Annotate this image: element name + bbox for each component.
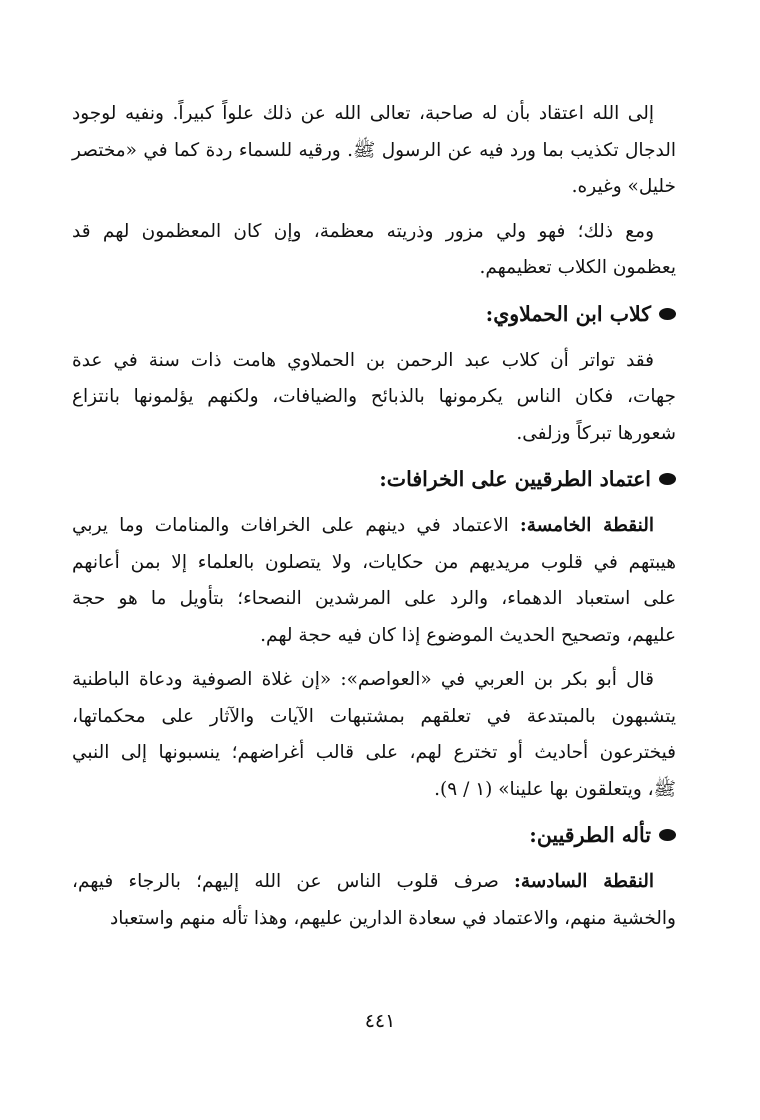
section-heading — [72, 460, 676, 498]
text-line — [72, 581, 676, 618]
line-text: فقد تواتر أن كلاب عبد الرحمن بن الحملاوي هامت ذات سنة في عدة — [72, 349, 654, 371]
text-line — [72, 379, 676, 416]
text-line — [72, 901, 676, 938]
text-line — [72, 214, 676, 251]
line-text: الاعتماد في دينهم على الخرافات والمنامات وما يربي — [72, 515, 509, 536]
paragraph — [72, 214, 676, 287]
text-line — [72, 735, 676, 772]
paragraph — [72, 96, 676, 206]
point-label: النقطة السادسة: — [514, 871, 655, 892]
line-text: صرف قلوب الناس عن الله إليهم؛ بالرجاء فيهم، — [72, 871, 499, 892]
text-line — [72, 508, 676, 545]
section-heading — [72, 295, 676, 333]
text-line — [72, 772, 676, 809]
bullet-icon — [659, 473, 676, 485]
line-text: هيبتهم في قلوب مريديهم من حكايات، ولا يتصلون بالعلماء إلا بمن أعانهم — [72, 551, 676, 573]
section-heading — [72, 816, 676, 854]
point-label: النقطة الخامسة: — [519, 515, 654, 536]
text-line — [72, 618, 676, 655]
text-line — [72, 250, 676, 287]
line-text: الدجال تكذيب بما ورد فيه عن الرسول ﷺ. ورقيه للسماء ردة كما في «مختصر — [72, 139, 676, 161]
text-line — [72, 133, 676, 170]
paragraph — [72, 343, 676, 453]
text-line — [72, 699, 676, 736]
section-heading-text: تأله الطرقيين: — [529, 823, 651, 847]
text-line — [72, 864, 676, 901]
line-text: إلى الله اعتقاد بأن له صاحبة، تعالى الله عن ذلك علواً كبيراً. ونفيه لوجود — [72, 103, 654, 124]
line-text: فيخترعون أحاديث أو تخترع لهم، على قالب أغراضهم؛ ينسبونها إلى النبي — [72, 742, 676, 763]
text-line — [72, 662, 676, 699]
line-text: والخشية منهم، والاعتماد في سعادة الدارين عليهم، وهذا تأله منهم واستعباد — [110, 907, 676, 929]
section-heading-text: كلاب ابن الحملاوي: — [485, 301, 651, 326]
text-line — [72, 96, 676, 133]
paragraph — [72, 662, 676, 808]
text-line — [72, 416, 676, 453]
bullet-icon — [659, 829, 676, 841]
line-text: قال أبو بكر بن العربي في «العواصم»: «إن غلاة الصوفية ودعاة الباطنية — [72, 669, 654, 690]
line-text: عليهم، وتصحيح الحديث الموضوع إذا كان فيه حجة لهم. — [260, 624, 676, 646]
line-text: شعورها تبركاً وزلفى. — [516, 422, 676, 444]
line-text: خليل» وغيره. — [571, 176, 676, 197]
text-line — [72, 545, 676, 582]
line-text: يعظمون الكلاب تعظيمهم. — [479, 257, 676, 278]
line-text: على استعباد الدهماء، والرد على المرشدين النصحاء؛ بتأويل ما هو حجة — [72, 588, 676, 609]
page-body — [72, 96, 676, 945]
text-line — [72, 343, 676, 380]
paragraph — [72, 864, 676, 937]
text-line — [72, 169, 676, 206]
line-text: ﷺ، ويتعلقون بها علينا» (١ / ٩). — [434, 778, 676, 800]
section-heading-text: اعتماد الطرقيين على الخرافات: — [379, 467, 651, 491]
page-number: ٤٤١ — [364, 1010, 396, 1032]
line-text: يتشبهون بالمبتدعة في تعلقهم بمشتبهات الآيات والآثار على محكماتها، — [72, 705, 676, 727]
line-text: ومع ذلك؛ فهو ولي مزور وذريته معظمة، وإن كان المعظمون لهم قد — [72, 220, 654, 242]
paragraph — [72, 508, 676, 654]
bullet-icon — [659, 308, 676, 320]
line-text: جهات، فكان الناس يكرمونها بالذبائح والضيافات، ولكنهم يؤلمونها بانتزاع — [72, 386, 676, 407]
